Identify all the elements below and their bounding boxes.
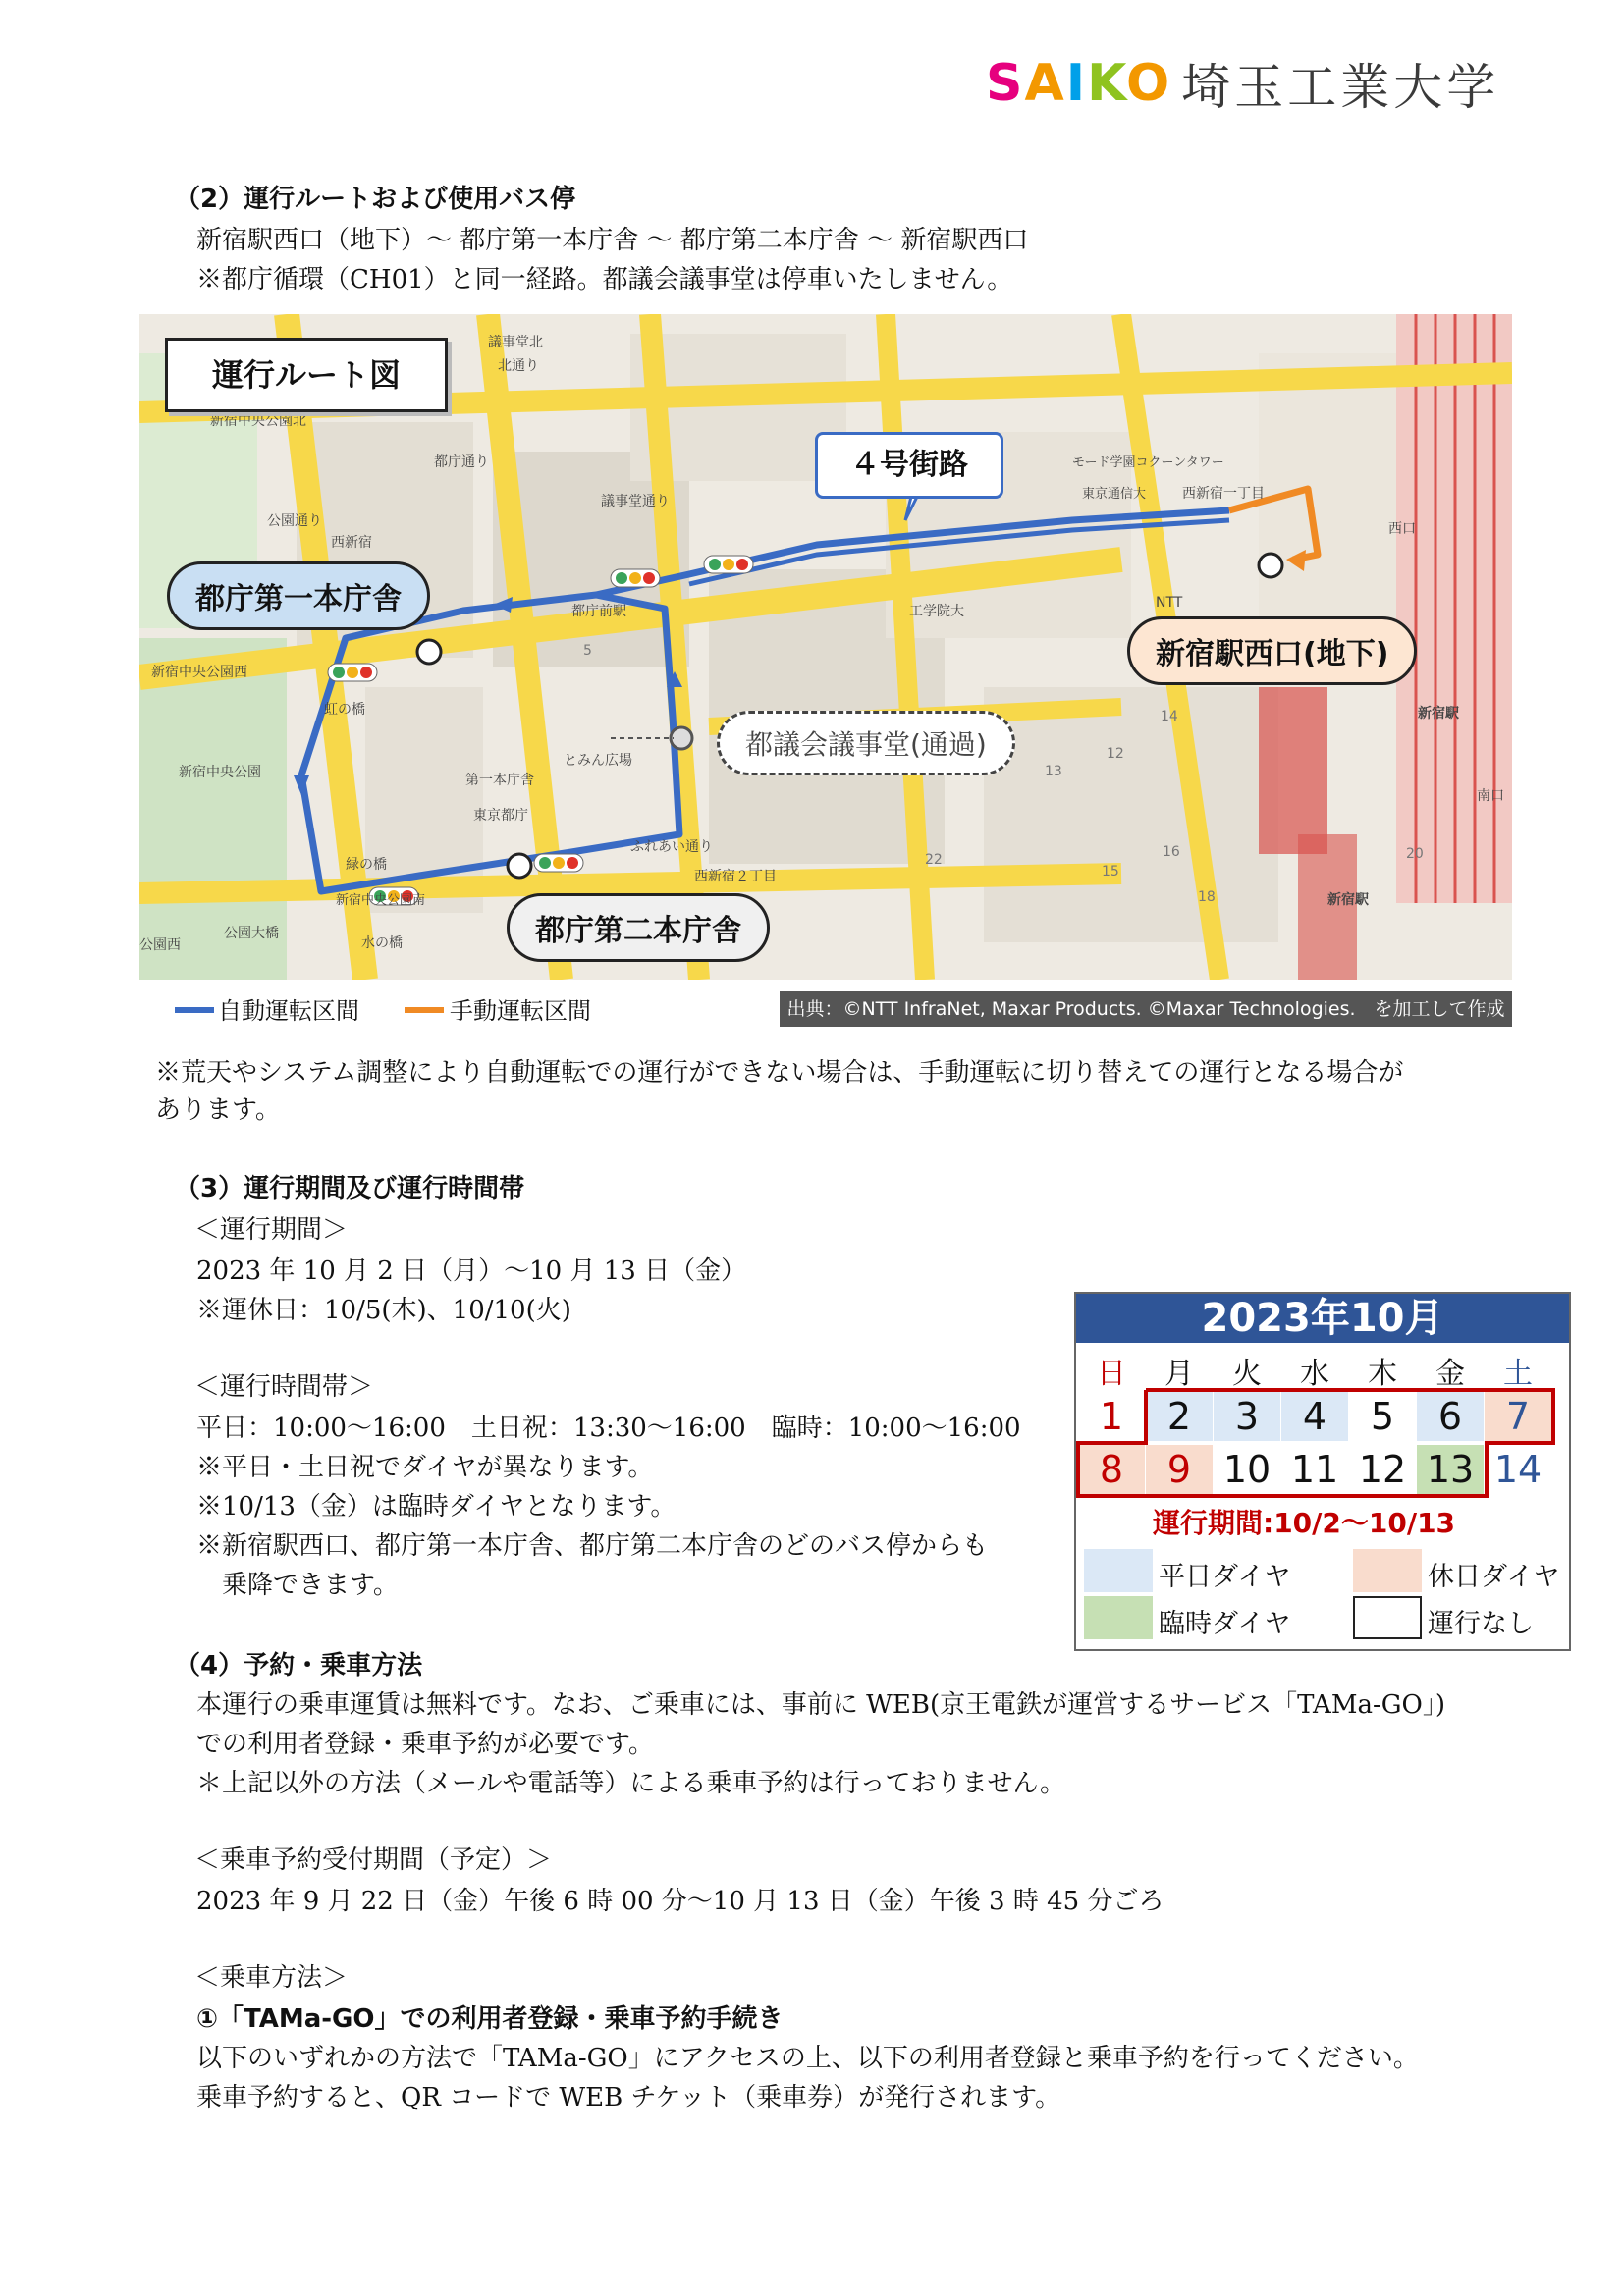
label-niji-no-hashi: 虹の橋	[324, 702, 365, 718]
label-ntt: NTT	[1156, 595, 1183, 611]
stop-second-bubble: 都庁第二本庁舎	[507, 893, 770, 962]
legend-holiday-label: 休日ダイヤ	[1428, 1562, 1560, 1592]
label-minamiguchi: 南口	[1477, 788, 1504, 804]
reserve-heading: ＜乗車予約受付期間（予定）＞	[194, 1845, 553, 1875]
label-mizu-no-hashi: 水の橋	[361, 935, 403, 951]
cal-day: 3	[1214, 1392, 1280, 1441]
step1-heading: ①「TAMa-GO」での利用者登録・乗車予約手続き	[196, 2004, 784, 2034]
label-daiichi: 第一本庁舎	[465, 773, 534, 788]
closed-days: ※運休日：10/5(木)、10/10(火)	[196, 1296, 571, 1325]
label-nishishinjuku: 西新宿	[331, 535, 372, 551]
cal-day: 4	[1281, 1392, 1348, 1441]
label-tokyo-tocho: 東京都庁	[473, 808, 528, 824]
section4-p3: ＊上記以外の方法（メールや電話等）による乗車予約は行っておりません。	[196, 1769, 1066, 1798]
label-tocho-dori: 都庁通り	[434, 454, 489, 470]
label-midori-no: 緑の橋	[346, 857, 387, 873]
label-gijido-dori: 議事堂通り	[601, 494, 670, 509]
reserve-period: 2023 年 9 月 22 日（金）午後 6 時 00 分～10 月 13 日（金）午後 3 時 45 分ごろ	[196, 1887, 1164, 1916]
calendar-period-label: 運行期間:10/2～10/13	[1153, 1507, 1456, 1539]
label-num-15: 15	[1102, 864, 1119, 880]
period-text: 2023 年 10 月 2 日（月）～10 月 13 日（金）	[196, 1256, 747, 1286]
dow-sun: 日	[1097, 1357, 1126, 1391]
route-note: ※都庁循環（CH01）と同一経路。都議会議事堂は停車いたしません。	[196, 265, 1013, 294]
stop-assembly-bubble: 都議会議事堂(通過)	[717, 711, 1015, 775]
weather-note-2: あります。	[155, 1095, 281, 1125]
map-legend	[139, 991, 1512, 1025]
step1-p2: 乗車予約すると、QR コードで WEB チケット（乗車券）が発行されます。	[196, 2083, 1061, 2112]
section3-heading: （3）運行期間及び運行時間帯	[175, 1174, 525, 1203]
legend-manual-label: 手動運転区間	[450, 997, 591, 1025]
calendar-title: 2023年10月	[1076, 1294, 1569, 1343]
hours-note-3b: 乗降できます。	[222, 1571, 399, 1600]
legend-none-swatch	[1353, 1596, 1422, 1639]
hours-heading: ＜運行時間帯＞	[194, 1372, 374, 1402]
cal-day: 11	[1290, 1448, 1339, 1491]
label-mode-gakuen: モード学園コクーンタワー	[1072, 455, 1224, 470]
legend-special-swatch	[1084, 1596, 1153, 1639]
road-callout: ４号街路	[815, 432, 1003, 499]
logo-saiko: SAIKO	[986, 54, 1172, 113]
label-fureai: ふれあい通り	[630, 839, 713, 855]
dow-tue: 火	[1232, 1357, 1262, 1391]
legend-none-label: 運行なし	[1428, 1609, 1534, 1639]
hours-note-3: ※新宿駅西口、都庁第一本庁舎、都庁第二本庁舎のどのバス停からも	[196, 1531, 989, 1561]
hours-note-2: ※10/13（金）は臨時ダイヤとなります。	[196, 1492, 677, 1522]
label-chuo-koen-kita: 新宿中央公園北	[210, 413, 306, 429]
cal-day: 7	[1485, 1392, 1551, 1441]
label-kitadori: 北通り	[498, 358, 539, 374]
cal-day: 9	[1146, 1445, 1213, 1494]
label-koen-ohashi: 公園大橋	[224, 926, 279, 941]
cal-day: 5	[1370, 1395, 1395, 1438]
university-logo	[986, 54, 1500, 116]
hours-note-1: ※平日・土日祝でダイヤが異なります。	[196, 1453, 654, 1482]
legend-weekday-label: 平日ダイヤ	[1159, 1562, 1291, 1592]
label-shinjuku-eki-1: 新宿駅	[1418, 706, 1459, 721]
hours-text: 平日：10:00～16:00 土日祝：13:30～16:00 臨時：10:00～16:00	[196, 1414, 1021, 1443]
legend-special-label: 臨時ダイヤ	[1159, 1609, 1291, 1639]
label-num-14: 14	[1161, 709, 1178, 724]
label-gijido-kita: 議事堂北	[488, 335, 543, 350]
legend-manual-swatch	[405, 1007, 444, 1013]
stop-shinjuku-bubble: 新宿駅西口(地下)	[1127, 616, 1417, 685]
label-nishishinjuku-2: 西新宿２丁目	[694, 869, 777, 884]
stop-first-bubble: 都庁第一本庁舎	[167, 561, 430, 630]
dow-thu: 木	[1368, 1357, 1397, 1391]
cal-day: 10	[1222, 1448, 1272, 1491]
label-tokyo-tsushin: 東京通信大	[1082, 487, 1147, 502]
label-tomin-hiroba: とみん広場	[564, 753, 632, 769]
legend-auto-label: 自動運転区間	[218, 997, 359, 1025]
section4-heading: （4）予約・乗車方法	[175, 1651, 423, 1681]
label-num-22: 22	[925, 852, 943, 868]
map-credit: 出典：©NTT InfraNet, Maxar Products. ©Maxar Technologies. を加工して作成	[780, 991, 1512, 1027]
label-koen-dori: 公園通り	[267, 513, 322, 529]
weather-note-1: ※荒天やシステム調整により自動運転での運行ができない場合は、手動運転に切り替えての運行となる場合が	[155, 1058, 1404, 1088]
section4-p2: での利用者登録・乗車予約が必要です。	[196, 1730, 654, 1759]
cal-day: 14	[1493, 1448, 1543, 1491]
label-kogakuin: 工学院大	[909, 604, 964, 619]
label-chuo-koen: 新宿中央公園	[179, 765, 261, 780]
calendar	[1074, 1292, 1571, 1651]
legend-auto-swatch	[175, 1007, 214, 1013]
logo-university-name: 埼玉工業大学	[1181, 59, 1500, 116]
label-nishishinjuku-1: 西新宿一丁目	[1182, 486, 1265, 502]
label-num-16: 16	[1163, 844, 1180, 860]
label-num-5: 5	[583, 643, 592, 659]
period-heading: ＜運行期間＞	[194, 1215, 349, 1245]
label-num-12: 12	[1107, 746, 1124, 762]
cal-day: 13	[1417, 1445, 1484, 1494]
label-tocho-mae: 都庁前駅	[571, 604, 626, 619]
legend-weekday-swatch	[1084, 1549, 1153, 1592]
label-num-13: 13	[1045, 764, 1062, 779]
label-shinjuku-eki-2: 新宿駅	[1327, 892, 1369, 908]
map-title: 運行ルート図	[165, 338, 448, 412]
cal-day: 1	[1099, 1395, 1124, 1438]
step1-p1: 以下のいずれかの方法で「TAMa-GO」にアクセスの上、以下の利用者登録と乗車予約を行ってください。	[196, 2044, 1419, 2073]
section4-p1: 本運行の乗車運賃は無料です。なお、ご乗車には、事前に WEB(京王電鉄が運営するサービス「TAMa-GO」)	[196, 1690, 1445, 1720]
dow-mon: 月	[1164, 1357, 1194, 1391]
cal-day: 8	[1078, 1445, 1145, 1494]
section2-heading: （2）運行ルートおよび使用バス停	[175, 185, 576, 214]
dow-sat: 土	[1503, 1357, 1533, 1391]
label-chuo-koen-west: 新宿中央公園西	[151, 665, 247, 680]
board-heading: ＜乗車方法＞	[194, 1963, 349, 1993]
cal-day: 12	[1358, 1448, 1407, 1491]
label-kogan: 公園西	[139, 937, 181, 953]
cal-day: 2	[1146, 1392, 1213, 1441]
route-map	[139, 314, 1512, 980]
label-num-20: 20	[1406, 846, 1424, 862]
dow-wed: 水	[1300, 1357, 1329, 1391]
cal-day: 6	[1417, 1392, 1484, 1441]
label-chuo-koen-minami: 新宿中央公園南	[336, 893, 426, 908]
dow-fri: 金	[1435, 1357, 1465, 1391]
legend-holiday-swatch	[1353, 1549, 1422, 1592]
label-nishiguchi: 西口	[1388, 521, 1416, 537]
route-text: 新宿駅西口（地下）～ 都庁第一本庁舎 ～ 都庁第二本庁舎 ～ 新宿駅西口	[196, 226, 1029, 255]
label-num-18: 18	[1198, 889, 1216, 905]
